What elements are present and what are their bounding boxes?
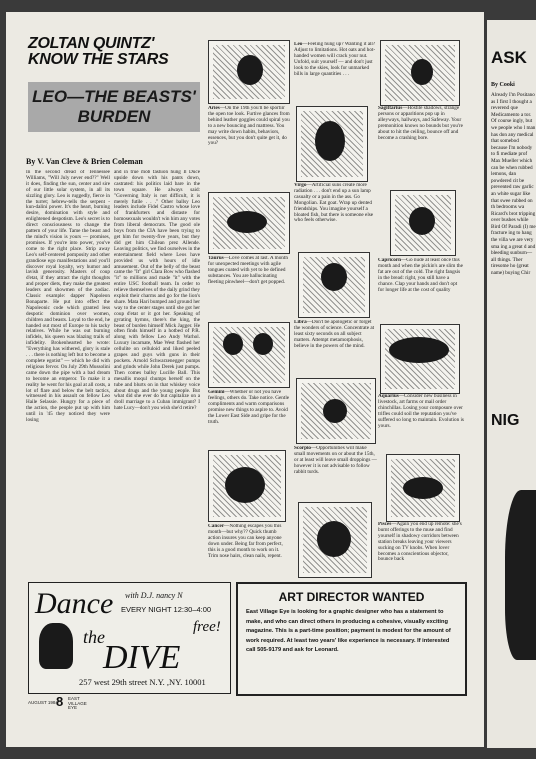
byline: By V. Van Cleve & Brien Coleman (26, 157, 143, 166)
gemini-text: —Whether or not you have feelings, others do. Take notice. Gentle compliments and warm comparisons promise new things to aspire to. Avoid the Lower East Side and gripe for the truth. (208, 390, 290, 425)
aries-horoscope (208, 106, 290, 190)
cancer-illustration (208, 450, 286, 522)
next-page-heading-2: NIG (491, 412, 520, 429)
next-page-sliver (487, 20, 536, 748)
scorpio-illustration (296, 378, 376, 444)
aries-illustration (208, 40, 290, 104)
leo-illustration (296, 106, 368, 182)
footer-date: AUGUST 1984 (28, 700, 58, 705)
page-number: 8 (56, 694, 64, 709)
scorpio-name: Scorpio (294, 446, 312, 451)
leo-text: —Feeling hung up? Wanting it all? Adjust to limitations. Hot oats and hot-handed women will crack your nut. Unfold, suit yourself — and don't just look to the skies, look for unmarked bills in large quantities . . . (294, 42, 376, 77)
pisces-text: —Again you end up remote: she's burnt offerings to the muse and find yourself in shadowy corridors between station breaks leaving your viewers sucking on TV knobs. When lover becomes a conscientious objector, bounce back (378, 522, 462, 563)
gemini-name: Gemini (208, 390, 225, 395)
libra-text: —Don't be apologetic or forget the wonders of science. Concentrate at least sixty seconds on all subject matters. Attempt metamorphosis, believe in the powers of the mind. (294, 320, 375, 349)
pisces-horoscope (378, 522, 464, 578)
dance-ad-dance: Dance (35, 587, 114, 620)
next-page-byline: By Cooki (491, 82, 515, 88)
dance-ad-the: the (83, 627, 105, 647)
art-director-body: East Village Eye is looking for a graphic designer who has a statement to make, and who can direct others in producing a cohesive, visually exciting magazine. This is a part-time position; payment is modest for the amount of work required. At least two years' like experience is necessary. If interested call 505-9179 and ask for Leonard. (246, 609, 451, 654)
art-director-title: ART DIRECTOR WANTED (278, 590, 425, 604)
cancer-name: Cancer (208, 524, 225, 529)
pisces-illustration (386, 454, 460, 522)
taurus-text: —Love comes at last. A month for unexpected meetings with agile tongues coated with yet to be defined substances. You are hallucinating fleeting pinwheel—don't get popped. (208, 256, 288, 285)
taurus-horoscope (208, 256, 290, 322)
capricorn-illustration (390, 190, 456, 256)
aquarius-illustration (380, 324, 460, 394)
article-body-column-1: In the second dread of Tennessee Williams, "Will July never end??" Well it does, finding the sun, center and sire of our little solar system, in all its sizzling glory. Leo is ruggedly, fierce in the turret; hebrew-tells the serpent - kun-dalini power. It's the heart, burning desire, domination with style and enlightened despotism. Leo's secret is to direct consciousness to change the pattern of your life. Tame the beast and the mind's vision is yours — promises, promises. If you're into power, you've come to the right place. Strip away Leo's self-centered pomposity and other grandiose ego manifestations and you'll discover royal loyalty, wry humor and lavish generosity. Masters of coup d'etat, if they attract the right thoughts and proper diets, they make the greatest leaders and showmen of the zodiac. Classic example: dapper Napoleon Bonaparte. He put into effect the Napoleonic code which granted less despotic dominion over women, children and beasts. Loyal to the end, he handed out most of Europe to his tacky relatives. While he was out burning infidels, his queen was blazing trails of infidelity. Brokenhearted he wrote: "Everything has withered, glory is stale . . . there is nothing left but to become a complete egotist" — which he did with religious fervor. On July 29th Mussolini came down the pipe with a bad dream to become an emperor. To make it a reality he went for his goal at all costs, a lot of flare and below the belt tactics, witnessed in his assault on fellow Leo Haile Selassie. Hungry for a piece of the action, the people put up with him until in '45 they noticed they were losing (26, 170, 110, 424)
taurus-illustration (208, 192, 290, 254)
dancer-figure-icon (39, 623, 73, 669)
leo-horoscope (294, 42, 378, 104)
article-kicker: ZOLTAN QUINTZ' KNOW THE STARS (28, 35, 169, 68)
article-title: LEO—THE BEASTS' BURDEN (32, 87, 196, 126)
sagittarius-text: —Hostile shadows, strange persons or apparitions pop up in alleyways, hallways, and Safeway. Your premonition knows no bounds but you're about to hit the ceiling, bounce off and become a crashing bore. (378, 106, 463, 141)
virgo-name: Virgo (294, 183, 307, 188)
dance-ad-free: free! (193, 619, 221, 635)
dance-ad-dj: with D.J. nancy N (125, 591, 183, 600)
cancer-text: —Nothing escapes you this month—but why?? Quick thumb action insures you can keep anyone down under. Being far from perfect, this is a good month to work on it. Trim nose hairs, clean nails, repent. (208, 524, 283, 559)
sagittarius-horoscope (378, 106, 464, 186)
scorpio-text: —Opportunities will make small movements on or about the 15th, or at least will leave small droppings — however it is not advisable to follow rabbit turds. (294, 446, 377, 475)
dance-ad-schedule: EVERY NIGHT 12:30–4:00 (121, 605, 212, 614)
next-page-text: Already I'm Positano as I first I thought a reverend que Medicamento a tor. Of course ingly, but we people who l man has don any medical that somebod because I'm nobody to fi mediate prof Max Mueller which can be when rubbed lemons, dan powdered cit be prevented raw garlic an white sugar like that swee rubbed on th bedrooms wa Ricard's brot tripping over bushes while Bird Of Paradi (I) me fracture ing to hang the villa we are very sma ing a great d and bleeding sunburn—all things. Ther tiresome ho (great name) buying Chir (491, 92, 536, 277)
cancer-horoscope (208, 524, 290, 580)
aquarius-name: Aquarius (378, 394, 399, 399)
dance-ad (28, 582, 231, 694)
dance-ad-address: 257 west 29th street N.Y. ,NY. 10001 (79, 677, 206, 687)
art-director-ad (236, 582, 467, 696)
scorpio-bottom-illustration (298, 502, 372, 578)
leo-name: Leo (294, 42, 303, 47)
dance-ad-dive: DIVE (103, 639, 181, 676)
next-page-heading: ASK (491, 48, 527, 67)
gemini-horoscope (208, 390, 290, 454)
libra-horoscope (294, 320, 378, 374)
article-body-column-2: and in true mob fashion hung Il Duce upside down with his pants down, castrated: his politics laid bare in the town square. He always said: "Governing Italy is not difficult, it is merely futile . . ." Other ballsy Leo leaders include Fidel Castro whose love of frankfurters and distaste for homosexuals wouldn't win him any votes from liberal democrats. The good ole boys from the CIA have been trying to get him for twenty-five years, but they did get him Chilean prez Allende. Leaving politics, we find ourselves in the entertainment field where Leos have provided us with hours of idle amusement. Out of the belly of the beast came the "It" girl Clara Bow who flashed "it" to millions and made "it" with the entire USC football team. In order to relieve themselves of the daily grind they exploit their charms and go for the lion's share. Mata Hari bumped and ground her way to the center stages until she got her coup d'etat or it got her. Speaking of gyrating hymns, there's the king, the beast of burden himself Mick Jagger. He often finds himself in a hotbed of P.R. along with fellow Leo Andy Warhol. Luxury incarnate, Mae West flashed her cellulite on celluloid and liked peeled grapes and guys with guns in their pockets. Arnold Schwarzenegger pumps and grinds while John Derek just pumps. Then comes ballsy Lucille Ball. This mesallis moqul chumps herself on the tube and blurts on in that whiskey voice about drugs and the young people. But what did she ever do but capitalize on a droll marriage to a Cuban immigrant? I hate Lucy—don't you wish she'd retire? (114, 170, 200, 412)
virgo-text: —Artificial suns create more radiation . . . don't end up a sun lamp casualty or a pain in the ass. Go Mongolian. Eat goat. Wrap up dented friendships. You imagine yourself a bloated fish, but there is someone else who feels otherwise. (294, 183, 374, 224)
libra-illustration (298, 252, 370, 318)
aquarius-horoscope (378, 394, 464, 454)
sagittarius-name: Sagittarius (378, 106, 403, 111)
gemini-illustration (208, 322, 290, 388)
capricorn-text: —Go nude at least once this month and when the pickin's are slim the fat are out of the cold. The right fangsis in the bread: right, you still have a chance. Clap your hands and don't opt for longer life at the cost of quality (378, 258, 463, 293)
virgo-horoscope (294, 183, 378, 251)
footer-brand: EAST VILLAGE EYE (68, 696, 87, 710)
next-page-photo (505, 490, 536, 660)
pisces-name: Pisces (378, 522, 392, 527)
title-banner (28, 82, 200, 132)
libra-name: Libra (294, 320, 307, 325)
sagittarius-illustration (380, 40, 460, 106)
capricorn-horoscope (378, 258, 464, 324)
aries-text: —On the 19th you'll be sportin' the open toe look. Furtive glances from behind leather goggles could spiral you to a new bouncing and mattress. You may write down habits, behaviors, essences, but you don't quite get it, do you? (208, 106, 290, 147)
aquarius-text: —Consider new business in livestock, art farms or mail order chinchillas. Losing your composure over trifles could soil the reputation you've suffered so long to maintain. Evolution is yours. (378, 394, 464, 429)
scorpio-horoscope (294, 446, 378, 502)
aries-name: Aries (208, 106, 220, 111)
capricorn-name: Capricorn (378, 258, 402, 263)
taurus-name: Taurus (208, 256, 224, 261)
